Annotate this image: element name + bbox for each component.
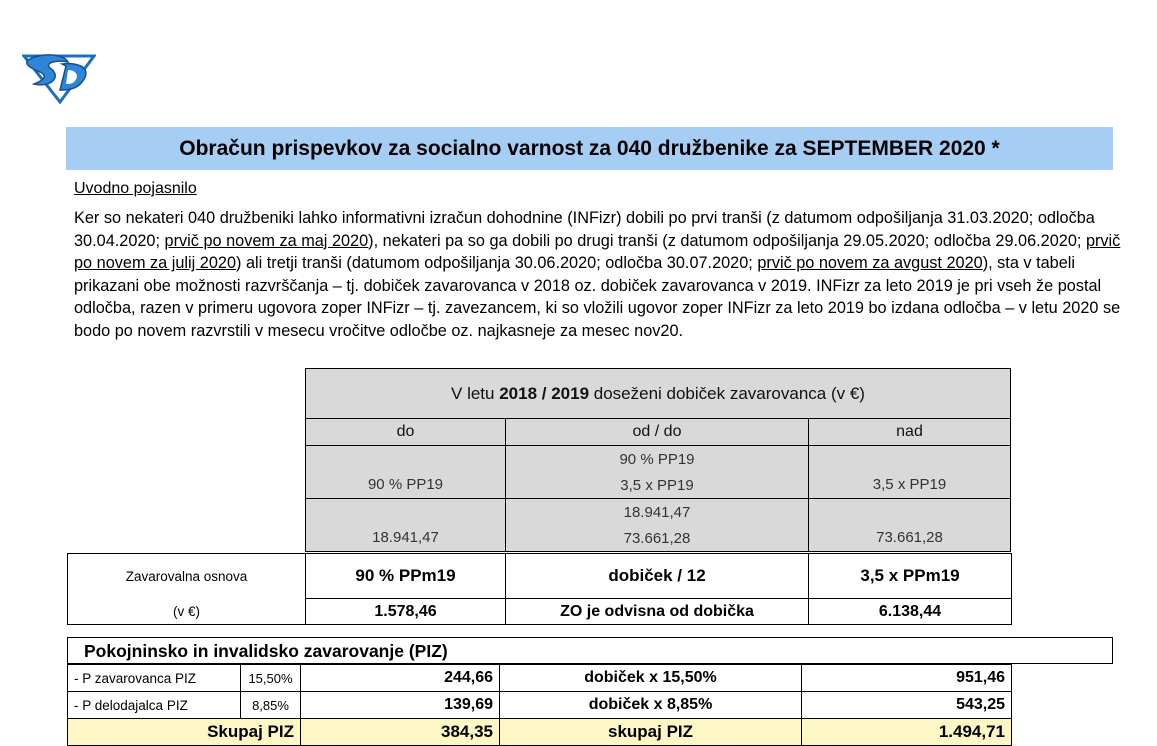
base-r2-mid: ZO je odvisna od dobička bbox=[506, 599, 809, 625]
row1-nad: 3,5 x PP19 bbox=[809, 446, 1011, 499]
piz-table bbox=[67, 664, 1012, 746]
link-julij-2020[interactable]: prvič po novem za julij 2020 bbox=[74, 231, 1121, 273]
row1-mid-bottom: 3,5 x PP19 bbox=[506, 472, 809, 499]
piz-row-low: 244,66 bbox=[301, 665, 500, 692]
base-r2-high: 6.138,44 bbox=[809, 599, 1012, 625]
base-r1-low: 90 % PPm19 bbox=[306, 554, 506, 599]
piz-sum-high: 1.494,71 bbox=[802, 719, 1012, 746]
row1-mid-top: 90 % PP19 bbox=[506, 446, 809, 473]
table-row bbox=[68, 665, 1012, 692]
row2-do: 18.941,47 bbox=[306, 499, 506, 552]
piz-row-low: 139,69 bbox=[301, 692, 500, 719]
profit-range-table bbox=[305, 368, 1011, 552]
piz-row-formula: dobiček x 8,85% bbox=[500, 692, 802, 719]
page-title: Obračun prispevkov za socialno varnost za 040 družbenike za SEPTEMBER 2020 * bbox=[66, 127, 1113, 170]
link-maj-2020[interactable]: prvič po novem za maj 2020 bbox=[164, 231, 369, 250]
piz-sum-low: 384,35 bbox=[301, 719, 500, 746]
piz-row-pct: 8,85% bbox=[241, 692, 301, 719]
piz-row-high: 543,25 bbox=[802, 692, 1012, 719]
piz-sum-formula: skupaj PIZ bbox=[500, 719, 802, 746]
row1-do: 90 % PP19 bbox=[306, 446, 506, 499]
range-header: V letu 2018 / 2019 doseženi dobiček zavarovanca (v €) bbox=[306, 369, 1011, 419]
link-avgust-2020[interactable]: prvič po novem za avgust 2020 bbox=[757, 254, 983, 273]
piz-row-formula: dobiček x 15,50% bbox=[500, 665, 802, 692]
base-r1-high: 3,5 x PPm19 bbox=[809, 554, 1012, 599]
company-logo bbox=[22, 50, 96, 104]
col-od-do: od / do bbox=[506, 419, 809, 446]
piz-sum-row bbox=[68, 719, 1012, 746]
row2-mid-bottom: 73.661,28 bbox=[506, 525, 809, 552]
piz-row-name: - P zavarovanca PIZ bbox=[68, 665, 241, 692]
base-unit-label: (v €) bbox=[68, 599, 306, 625]
intro-heading: Uvodno pojasnilo bbox=[74, 180, 197, 197]
table-row bbox=[68, 692, 1012, 719]
row2-mid-top: 18.941,47 bbox=[506, 499, 809, 526]
col-nad: nad bbox=[809, 419, 1011, 446]
piz-row-pct: 15,50% bbox=[241, 665, 301, 692]
piz-sum-label: Skupaj PIZ bbox=[68, 719, 301, 746]
insurance-base-table bbox=[67, 553, 1012, 625]
intro-paragraph: Ker so nekateri 040 družbeniki lahko informativni izračun dohodnine (INFizr) dobili po prvi tranši (z datumom odpošiljanja 31.03.2020; odločba 30.04.2020; prvič po novem za maj 2020), nekateri pa so ga dobili po drugi tranši (z datumom odpošiljanja 29.05.2020; odločba 29.06.2020; prvič po novem za julij 2020) ali tretji tranši (datumom odpošiljanja 30.06.2020; odločba 30.07.2020; prvič po novem za avgust 2020), sta v tabeli prikazani obe možnosti razvrščanja – tj. dobiček zavarovanca v 2018 oz. dobiček zavarovanca v 2019. INFizr za leto 2019 je pri vseh že postal odločba, razen v primeru ugovora zoper INFizr – tj. zavezancem, ki so vložili ugovor zoper INFizr za leto 2019 bo izdana odločba – v letu 2020 se bodo po novem razvrstili v mesecu vročitve odločbe oz. najkasneje za mesec nov20. bbox=[74, 209, 1121, 340]
row2-nad: 73.661,28 bbox=[809, 499, 1011, 552]
base-label: Zavarovalna osnova bbox=[68, 554, 306, 599]
piz-row-name: - P delodajalca PIZ bbox=[68, 692, 241, 719]
piz-row-high: 951,46 bbox=[802, 665, 1012, 692]
base-r2-low: 1.578,46 bbox=[306, 599, 506, 625]
col-do: do bbox=[306, 419, 506, 446]
piz-heading: Pokojninsko in invalidsko zavarovanje (PIZ) bbox=[67, 637, 1113, 664]
base-r1-mid: dobiček / 12 bbox=[506, 554, 809, 599]
